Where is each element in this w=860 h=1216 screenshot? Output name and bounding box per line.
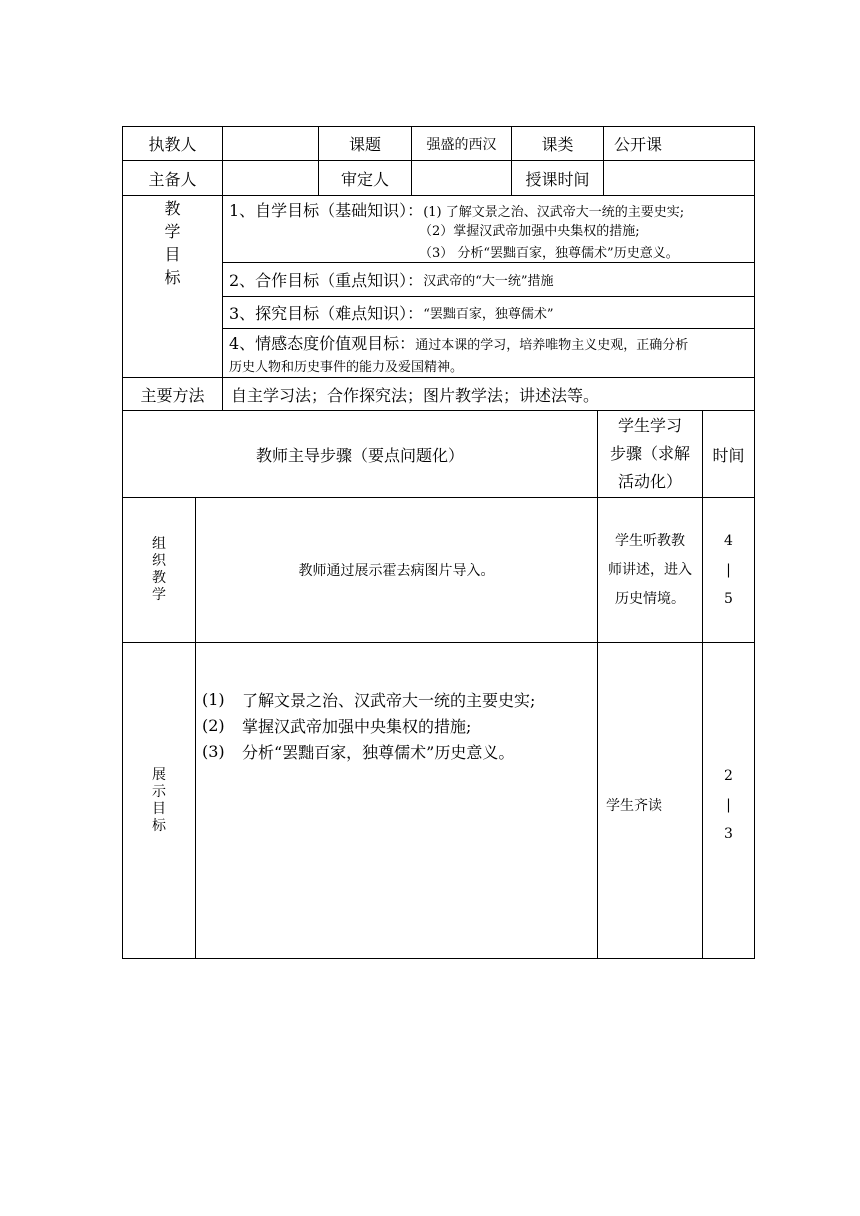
goal-1-item-2: （2）掌握汉武帝加强中央集权的措施;	[419, 224, 640, 239]
goals-label-char: 学	[164, 222, 181, 241]
show-goals-label-char: 展	[152, 766, 166, 783]
organize-student-line: 历史情境。	[615, 590, 685, 607]
topic-label: 课题	[348, 135, 381, 154]
list-item-number: (3)	[202, 741, 225, 761]
topic-value: 强盛的西汉	[426, 136, 497, 153]
organize-student-line: 师讲述，进入	[608, 561, 692, 578]
show-goals-time-part: 3	[724, 825, 733, 842]
show-goals-student-text: 学生齐读	[606, 798, 662, 814]
goal-3	[229, 297, 754, 328]
goals-label	[123, 196, 222, 288]
student-steps-header-line: 步骤（求解	[609, 444, 690, 463]
methods-label: 主要方法	[140, 385, 205, 405]
type-value: 公开课	[614, 135, 663, 154]
reviewer-value	[412, 161, 511, 195]
organize-label-char: 学	[152, 587, 166, 603]
goal-1-title: 1、自学目标（基础知识）：	[229, 201, 424, 220]
row-divider	[122, 642, 755, 643]
goal-2	[229, 263, 754, 296]
table-border-bottom	[122, 958, 755, 959]
show-goals-time	[703, 760, 754, 850]
type-label: 课类	[541, 135, 574, 154]
organize-teacher-text: 教师通过展示霍去病图片导入。	[298, 563, 495, 579]
reviewer-label: 审定人	[340, 169, 389, 189]
organize-time-part: 5	[724, 590, 733, 607]
list-item-number: (2)	[202, 715, 225, 735]
goal-2-title: 2、合作目标（重点知识）：	[229, 271, 424, 290]
teacher-label: 执教人	[148, 135, 197, 154]
organize-student-text	[598, 498, 702, 642]
time-label: 授课时间	[525, 169, 590, 189]
methods-text: 自主学习法；合作探究法；图片教学法；讲述法等。	[231, 385, 600, 405]
organize-label-char: 组	[152, 536, 166, 552]
goal-4-title: 4、情感态度价值观目标：	[229, 334, 416, 353]
teacher-steps-header: 教师主导步骤（要点问题化）	[255, 445, 464, 465]
list-item-text: 掌握汉武帝加强中央集权的措施;	[242, 716, 472, 736]
show-goals-label-char: 示	[152, 783, 166, 800]
show-goals-label	[123, 643, 195, 958]
time-value	[604, 161, 754, 195]
organize-label-char: 教	[152, 570, 166, 586]
organize-time	[703, 498, 754, 642]
show-goals-time-part: 2	[724, 767, 733, 784]
goals-label-char: 教	[164, 199, 181, 218]
goal-4-line-1: 通过本课的学习，培养唯物主义史观，正确分析	[415, 338, 689, 353]
goal-2-text: 汉武帝的“大一统”措施	[423, 274, 554, 289]
student-steps-header-line: 活动化）	[617, 472, 682, 491]
goal-4-line-2: 历史人物和历史事件的能力及爱国精神。	[229, 360, 464, 375]
show-goals-list	[202, 686, 597, 766]
goal-1-item-3: （3） 分析“罢黜百家，独尊儒术”历史意义。	[419, 246, 679, 261]
organize-time-part: |	[726, 561, 731, 578]
list-item	[202, 712, 597, 738]
list-item-number: (1)	[202, 689, 225, 709]
goals-label-char: 目	[164, 245, 181, 264]
teacher-value	[223, 127, 318, 160]
show-goals-label-char: 目	[152, 800, 166, 817]
show-goals-time-part: |	[726, 796, 731, 813]
goal-1-item-1: (1) 了解文景之治、汉武帝大一统的主要史实;	[423, 205, 685, 220]
goals-label-char: 标	[164, 268, 181, 287]
organize-student-line: 学生听教教	[615, 532, 685, 549]
list-item	[202, 738, 597, 764]
list-item-text: 了解文景之治、汉武帝大一统的主要史实;	[242, 690, 536, 710]
organize-time-part: 4	[724, 532, 733, 549]
organize-label	[123, 498, 195, 642]
show-goals-label-char: 标	[152, 817, 166, 834]
organize-label-char: 织	[152, 553, 166, 569]
goal-3-text: “罢黜百家，独尊儒术”	[423, 307, 554, 322]
preparer-value	[223, 161, 318, 195]
goal-4	[229, 329, 751, 377]
goal-1	[229, 196, 754, 262]
list-item-text: 分析“罢黜百家，独尊儒术”历史意义。	[242, 742, 515, 762]
time-header: 时间	[712, 445, 745, 465]
student-steps-header-line: 学生学习	[617, 416, 682, 435]
preparer-label: 主备人	[148, 169, 197, 189]
list-item	[202, 686, 597, 712]
student-steps-header	[598, 411, 702, 497]
goal-3-title: 3、探究目标（难点知识）：	[229, 304, 424, 323]
table-border-right	[754, 126, 755, 959]
